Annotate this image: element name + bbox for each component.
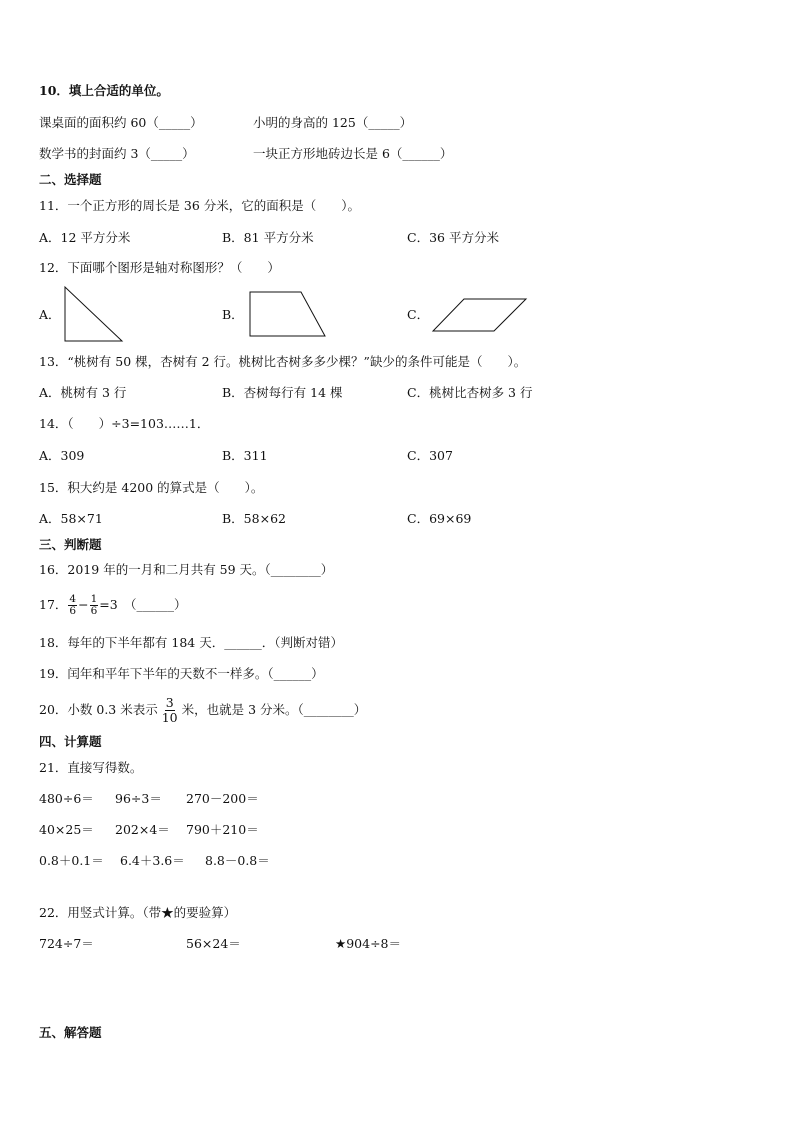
question-20	[39, 693, 366, 727]
question-16: 16．2019 年的一月和二月共有 59 天。（________）	[39, 562, 334, 577]
right-triangle-icon	[64, 286, 124, 342]
question-19: 19．闰年和平年下半年的天数不一样多。（______）	[39, 666, 324, 681]
q20-frac-denominator: 10	[161, 710, 178, 725]
q17-rest: =3 （______）	[99, 597, 187, 612]
q20-frac-numerator: 3	[165, 695, 174, 710]
question-14-stem: 14．（ ）÷3=103……1．	[39, 416, 210, 431]
q21-row1-col1: 480÷6＝	[39, 791, 94, 806]
section-heading-judge: 三、判断题	[39, 537, 102, 552]
right-trapezoid-icon	[249, 291, 327, 337]
q15-option-a: A．58×71	[39, 511, 103, 526]
q10-item-4: 一块正方形地砖边长是 6（______）	[253, 146, 453, 161]
q21-row2-col3: 790＋210＝	[186, 822, 259, 837]
q13-option-a: A．桃树有 3 行	[39, 385, 127, 400]
q21-row1-col3: 270－200＝	[186, 791, 259, 806]
q12-option-c: C．	[407, 307, 430, 322]
q17-fraction-2	[90, 594, 99, 617]
q14-option-b: B．311	[222, 448, 268, 463]
q15-option-b: B．58×62	[222, 511, 286, 526]
q22-item-1: 724÷7＝	[39, 936, 94, 951]
q17-fraction-1	[68, 594, 77, 617]
q10-item-2: 小明的身高的 125（_____）	[253, 115, 413, 130]
q13-option-b: B．杏树每行有 14 棵	[222, 385, 343, 400]
q11-option-c: C．36 平方分米	[407, 230, 499, 245]
q17-frac2-numerator: 1	[90, 593, 98, 605]
q10-item-3: 数学书的封面约 3（_____）	[39, 146, 195, 161]
q21-row3-col2: 6.4＋3.6＝	[120, 853, 185, 868]
q13-option-c: C．桃树比杏树多 3 行	[407, 385, 533, 400]
q10-item-1: 课桌面的面积约 60（_____）	[39, 115, 203, 130]
q20-fraction	[161, 696, 179, 725]
q20-prefix: 20．小数 0.3 米表示	[39, 702, 158, 717]
q12-option-b: B．	[222, 307, 244, 322]
question-11-stem: 11．一个正方形的周长是 36 分米，它的面积是（ ）。	[39, 198, 361, 213]
section-heading-calc: 四、计算题	[39, 734, 102, 749]
q14-option-a: A．309	[39, 448, 85, 463]
q21-row2-col2: 202×4＝	[115, 822, 170, 837]
q21-row3-col3: 8.8－0.8＝	[205, 853, 270, 868]
q15-option-c: C．69×69	[407, 511, 472, 526]
q22-item-3: ★904÷8＝	[335, 936, 401, 951]
question-10-title: 10．填上合适的单位。	[39, 83, 169, 98]
q21-row2-col1: 40×25＝	[39, 822, 94, 837]
question-18: 18．每年的下半年都有 184 天．______．（判断对错）	[39, 635, 343, 650]
question-13-stem: 13．“桃树有 50 棵，杏树有 2 行。桃树比杏树多多少棵？”缺少的条件可能是（ ）。	[39, 354, 527, 369]
parallelogram-icon	[432, 298, 528, 333]
q21-row3-col1: 0.8＋0.1＝	[39, 853, 104, 868]
question-22-stem: 22．用竖式计算。（带★的要验算）	[39, 905, 237, 920]
q17-frac1-numerator: 4	[69, 593, 77, 605]
question-12-stem: 12．下面哪个图形是轴对称图形？（ ）	[39, 260, 280, 275]
section-heading-solve: 五、解答题	[39, 1025, 102, 1040]
q22-item-2: 56×24＝	[186, 936, 241, 951]
q21-row1-col2: 96÷3＝	[115, 791, 162, 806]
q12-option-a: A．	[39, 307, 61, 322]
q17-frac2-denominator: 6	[90, 605, 98, 617]
q11-option-a: A．12 平方分米	[39, 230, 131, 245]
q17-minus: −	[78, 597, 89, 612]
q20-rest: 米，也就是 3 分米。（________）	[181, 702, 367, 717]
section-heading-choice: 二、选择题	[39, 172, 102, 187]
question-15-stem: 15．积大约是 4200 的算式是（ ）。	[39, 480, 264, 495]
question-21-stem: 21．直接写得数。	[39, 760, 143, 775]
q17-prefix: 17．	[39, 597, 68, 612]
q11-option-b: B．81 平方分米	[222, 230, 314, 245]
q14-option-c: C．307	[407, 448, 453, 463]
q17-frac1-denominator: 6	[69, 605, 77, 617]
question-17	[39, 590, 186, 620]
